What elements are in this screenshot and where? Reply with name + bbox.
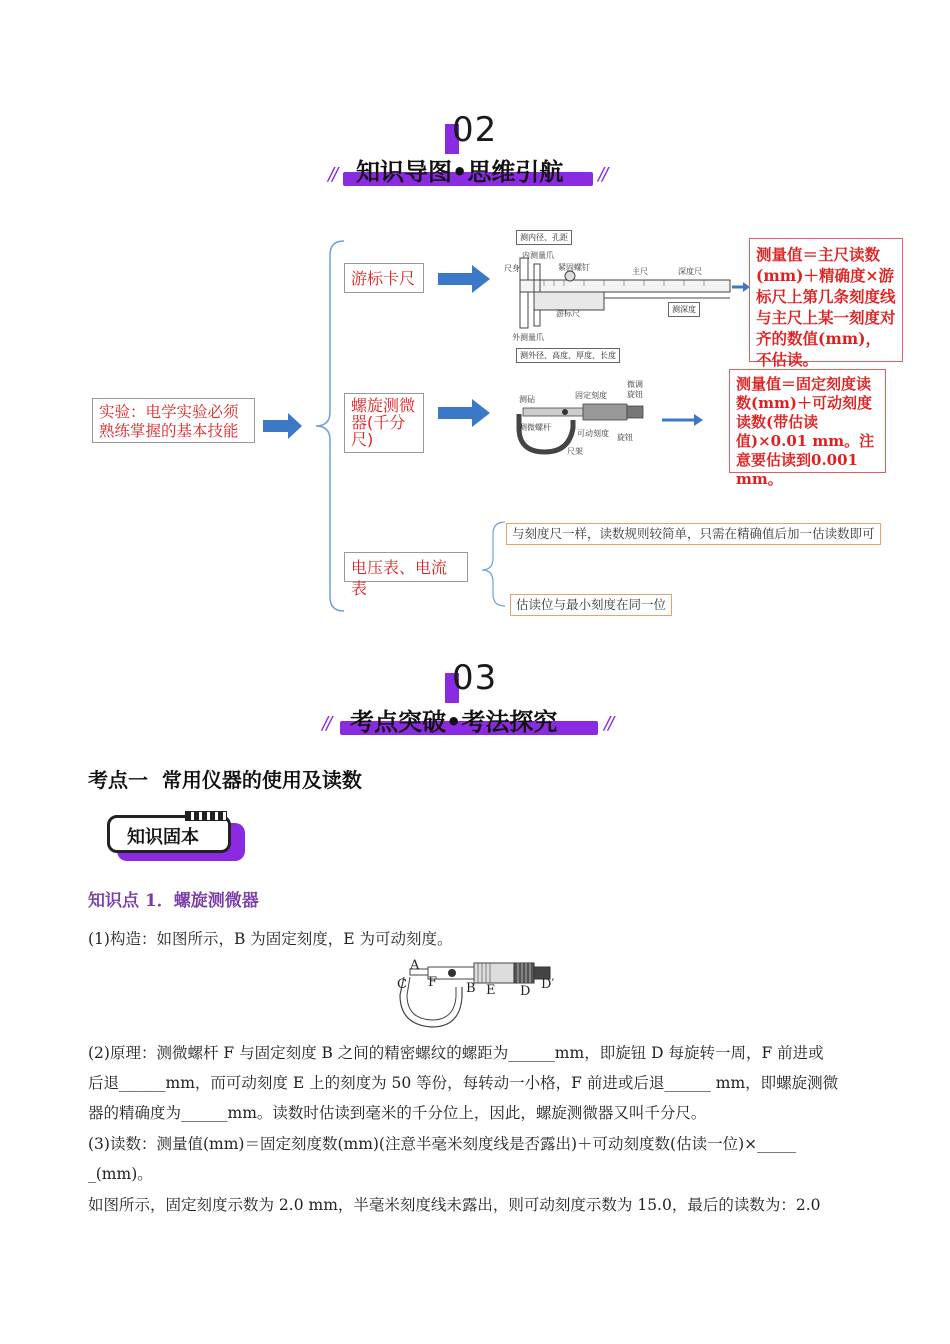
vernier-caliper-figure: [500, 228, 735, 364]
section-title-left-slashes: //: [322, 713, 331, 734]
paragraph-principle-line1: (2)原理：测微螺杆 F 与固定刻度 B 之间的精密螺纹的螺距为______mm，即旋钮 D 每旋转一周，F 前进或: [88, 1044, 824, 1062]
micrometer-label-frame: 尺架: [567, 447, 583, 456]
caliper-label-depth-rod: 深度尺: [678, 267, 702, 276]
fig-label-a: A: [410, 958, 420, 973]
knowledge-point-title: 知识点 1．螺旋测微器: [88, 891, 259, 911]
caliper-label-outer-measure: 测外径、高度、厚度、长度: [516, 348, 620, 363]
mindmap-root: 实验：电学实验必须熟练掌握的基本技能: [92, 398, 255, 443]
note-caliper-reading: 测量值＝主尺读数(mm)＋精确度×游标尺上第几条刻度线与主尺上某一刻度对齐的数值(mm)，不估读。: [749, 238, 903, 362]
caliper-label-inner-measure: 测内径、孔距: [516, 230, 572, 245]
note-micrometer-reading: 测量值＝固定刻度读数(mm)＋可动刻度读数(带估读值)×0.01 mm。注意要估读到0.001 mm。: [729, 369, 886, 473]
note-meter-rule: 与刻度尺一样，读数规则较简单，只需在精确值后加一估读数即可: [506, 523, 881, 545]
caliper-label-screw: 紧固螺钉: [558, 263, 590, 272]
fig-label-c: C: [397, 977, 407, 992]
knowledge-tag: [107, 815, 247, 863]
fig-label-b: B: [466, 981, 476, 996]
section-title-right-slashes: //: [598, 164, 607, 185]
micrometer-label-knob: 旋钮: [617, 433, 633, 442]
caliper-label-inner-jaw: 内测量爪: [522, 251, 554, 260]
paragraph-reading-line1: (3)读数：测量值(mm)＝固定刻度数(mm)(注意半毫米刻度线是否露出)＋可动刻度数(估读一位)×_____: [88, 1135, 796, 1153]
note-meter-estimate: 估读位与最小刻度在同一位: [510, 594, 672, 616]
caliper-label-vernier: 游标尺: [556, 309, 580, 318]
mindmap-branch-meters: 电压表、电流表: [344, 552, 468, 582]
micrometer-label-fine-knob: 微调旋钮: [627, 380, 643, 399]
micrometer-labeled-figure: [390, 955, 565, 1030]
vernier-caliper-drawing: [500, 228, 735, 364]
caliper-label-depth: 测深度: [668, 302, 700, 317]
paragraph-principle-line3: 器的精确度为______mm。读数时估读到毫米的千分位上，因此，螺旋测微器又叫千分尺。: [88, 1104, 707, 1122]
paragraph-reading-line2: _(mm)。: [88, 1165, 153, 1183]
mindmap-branch-caliper: 游标卡尺: [344, 263, 424, 293]
tag-dots: [185, 811, 227, 821]
topic-heading: 考点一 常用仪器的使用及读数: [88, 768, 362, 792]
paragraph-example: 如图所示，固定刻度示数为 2.0 mm，半毫米刻度线未露出，则可动刻度示数为 15.0，最后的读数为：2.0: [88, 1196, 821, 1214]
micrometer-figure: [505, 378, 655, 460]
section-title-right-slashes: //: [604, 713, 613, 734]
fig-label-e: E: [486, 983, 496, 998]
micrometer-label-thimble-scale: 可动刻度: [577, 429, 609, 438]
section-number: 02: [452, 110, 498, 150]
mindmap-branch-micrometer: 螺旋测微器(千分尺): [344, 393, 424, 453]
tag-label: 知识固本: [127, 827, 199, 848]
paragraph-principle-line2: 后退______mm，而可动刻度 E 上的刻度为 50 等份，每转动一小格，F 前进或后退______ mm，即螺旋测微: [88, 1074, 839, 1092]
micrometer-label-anvil: 测砧: [519, 395, 535, 404]
paragraph-construction: (1)构造：如图所示，B 为固定刻度，E 为可动刻度。: [88, 930, 453, 948]
micrometer-label-spindle: 测微螺杆: [519, 423, 551, 432]
section-title: 考点突破•考法探究: [350, 708, 558, 736]
micrometer-label-fixed-scale: 固定刻度: [575, 391, 607, 400]
caliper-label-body: 尺身: [504, 264, 520, 273]
section-title: 知识导图•思维引航: [356, 158, 564, 186]
caliper-label-outer-jaw: 外测量爪: [512, 333, 544, 342]
fig-label-f: F: [428, 975, 438, 990]
section-title-left-slashes: //: [328, 164, 337, 185]
section-number: 03: [452, 658, 498, 698]
fig-label-d: D: [520, 984, 531, 999]
caliper-label-main-scale: 主尺: [632, 267, 648, 276]
fig-label-d-prime: D′: [541, 977, 555, 992]
